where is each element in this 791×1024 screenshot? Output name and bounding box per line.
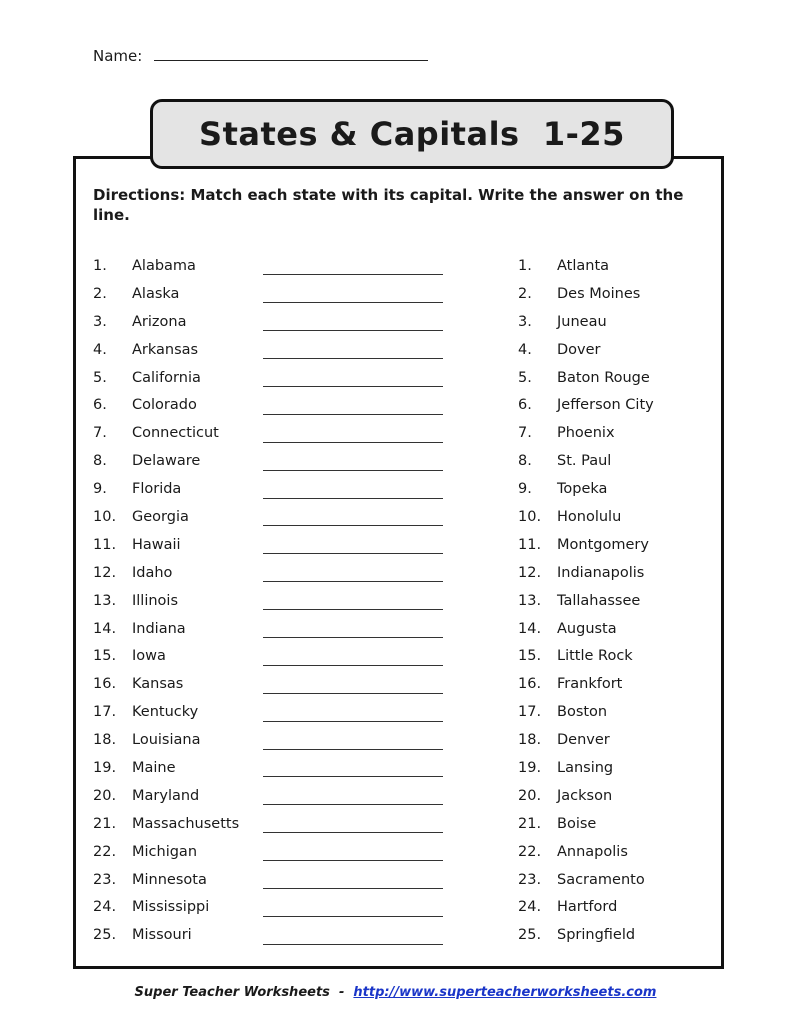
capital-number: 22. [518,843,542,860]
capital-row [518,810,654,838]
state-number: 13. [93,592,117,609]
capital-number: 25. [518,927,542,944]
capital-row [518,866,654,894]
capital-name: Indianapolis [557,564,645,581]
state-row [93,698,443,726]
capital-number: 6. [518,397,532,414]
state-number: 25. [93,927,117,944]
capital-row [518,475,654,503]
state-row [93,336,443,364]
state-name: Minnesota [132,871,207,888]
capital-row [518,252,654,280]
answer-line[interactable] [263,794,443,805]
state-name: Hawaii [132,536,181,553]
state-row [93,726,443,754]
answer-line[interactable] [263,292,443,303]
state-row [93,447,443,475]
capital-number: 5. [518,369,532,386]
capital-number: 15. [518,648,542,665]
state-row [93,475,443,503]
capital-name: Atlanta [557,257,610,274]
capital-row [518,364,654,392]
answer-line[interactable] [263,822,443,833]
state-number: 18. [93,732,117,749]
capital-number: 20. [518,787,542,804]
capital-row [518,698,654,726]
footer [0,985,791,1000]
state-name: Alaska [132,285,180,302]
answer-line[interactable] [263,348,443,359]
answer-line[interactable] [263,906,443,917]
answer-line[interactable] [263,599,443,610]
state-name: Maryland [132,787,200,804]
state-row [93,252,443,280]
state-number: 23. [93,871,117,888]
capital-number: 13. [518,592,542,609]
capital-row [518,419,654,447]
state-name: Arkansas [132,341,199,358]
capital-name: Springfield [557,927,636,944]
state-row [93,531,443,559]
state-name: Illinois [132,592,179,609]
answer-line[interactable] [263,711,443,722]
capital-name: Lansing [557,759,614,776]
capital-name: Baton Rouge [557,369,650,386]
capital-number: 4. [518,341,532,358]
capital-name: Jackson [557,787,613,804]
capital-name: Sacramento [557,871,645,888]
answer-line[interactable] [263,878,443,889]
capital-row [518,642,654,670]
capital-number: 10. [518,508,542,525]
capital-number: 12. [518,564,542,581]
answer-line[interactable] [263,934,443,945]
capital-row [518,615,654,643]
capitals-list [518,252,654,949]
answer-line[interactable] [263,404,443,415]
capital-row [518,893,654,921]
state-number: 19. [93,759,117,776]
answer-line[interactable] [263,627,443,638]
capital-name: Juneau [557,313,607,330]
answer-line[interactable] [263,432,443,443]
capital-number: 21. [518,815,542,832]
state-name: Michigan [132,843,198,860]
capital-name: Jefferson City [557,397,654,414]
capital-number: 9. [518,481,532,498]
state-number: 24. [93,899,117,916]
capital-name: Honolulu [557,508,622,525]
name-label: Name: [93,47,143,65]
state-number: 7. [93,425,107,442]
state-number: 12. [93,564,117,581]
state-name: Georgia [132,508,189,525]
state-name: Idaho [132,564,173,581]
state-number: 4. [93,341,107,358]
state-row [93,587,443,615]
state-row [93,559,443,587]
state-name: Arizona [132,313,187,330]
capital-name: Hartford [557,899,618,916]
state-name: Massachusetts [132,815,240,832]
state-number: 20. [93,787,117,804]
capital-number: 7. [518,425,532,442]
capital-number: 2. [518,285,532,302]
capital-name: Augusta [557,620,617,637]
answer-line[interactable] [263,515,443,526]
capital-number: 11. [518,536,542,553]
capital-number: 24. [518,899,542,916]
state-row [93,810,443,838]
state-name: Mississippi [132,899,210,916]
state-name: Kansas [132,676,184,693]
capital-number: 23. [518,871,542,888]
state-name: Connecticut [132,425,219,442]
answer-line[interactable] [263,543,443,554]
state-row [93,782,443,810]
capital-row [518,280,654,308]
capital-name: Little Rock [557,648,633,665]
capital-number: 8. [518,453,532,470]
capital-row [518,503,654,531]
worksheet-title: States & Capitals 1-25 [150,99,674,169]
answer-line[interactable] [263,264,443,275]
state-row [93,754,443,782]
state-number: 1. [93,257,107,274]
capital-number: 17. [518,704,542,721]
state-row [93,866,443,894]
answer-line[interactable] [263,739,443,750]
state-number: 6. [93,397,107,414]
state-row [93,838,443,866]
states-list [93,252,443,949]
footer-brand: Super Teacher Worksheets - [134,985,354,1000]
capital-row [518,531,654,559]
capital-row [518,308,654,336]
state-number: 14. [93,620,117,637]
state-row [93,280,443,308]
state-number: 11. [93,536,117,553]
state-number: 15. [93,648,117,665]
capital-row [518,754,654,782]
state-name: Kentucky [132,704,199,721]
capital-row [518,838,654,866]
capital-name: Boston [557,704,608,721]
state-number: 5. [93,369,107,386]
state-row [93,419,443,447]
capital-number: 3. [518,313,532,330]
capital-number: 1. [518,257,532,274]
state-name: Missouri [132,927,192,944]
answer-line[interactable] [263,488,443,499]
answer-line[interactable] [263,460,443,471]
capital-name: Dover [557,341,601,358]
state-row [93,391,443,419]
state-name: Alabama [132,257,196,274]
state-number: 8. [93,453,107,470]
state-number: 16. [93,676,117,693]
state-number: 22. [93,843,117,860]
state-name: Colorado [132,397,197,414]
capital-name: Montgomery [557,536,649,553]
capital-name: Boise [557,815,597,832]
state-row [93,364,443,392]
capital-row [518,921,654,949]
state-number: 2. [93,285,107,302]
state-name: California [132,369,201,386]
directions-text: Directions: Match each state with its capital. Write the answer on the line. [93,186,684,224]
answer-line[interactable] [263,766,443,777]
capital-row [518,587,654,615]
capital-row [518,726,654,754]
capital-number: 18. [518,732,542,749]
state-name: Iowa [132,648,166,665]
capital-number: 16. [518,676,542,693]
answer-line[interactable] [263,571,443,582]
state-row [93,615,443,643]
state-name: Indiana [132,620,186,637]
answer-line[interactable] [263,320,443,331]
state-row [93,642,443,670]
capital-name: Denver [557,732,610,749]
state-number: 10. [93,508,117,525]
answer-line[interactable] [263,655,443,666]
state-row [93,308,443,336]
capital-row [518,391,654,419]
capital-row [518,670,654,698]
capital-row [518,447,654,475]
capital-number: 14. [518,620,542,637]
capital-name: Frankfort [557,676,623,693]
answer-line[interactable] [263,850,443,861]
capital-name: Tallahassee [557,592,641,609]
state-number: 21. [93,815,117,832]
capital-number: 19. [518,759,542,776]
answer-line[interactable] [263,376,443,387]
capital-name: Annapolis [557,843,628,860]
capital-name: Des Moines [557,285,641,302]
state-row [93,893,443,921]
state-number: 3. [93,313,107,330]
state-number: 17. [93,704,117,721]
capital-row [518,559,654,587]
name-field-row [93,46,428,65]
state-name: Florida [132,481,182,498]
capital-name: St. Paul [557,453,612,470]
state-name: Louisiana [132,732,201,749]
state-row [93,670,443,698]
footer-link[interactable]: http://www.superteacherworksheets.com [353,985,657,1000]
state-row [93,503,443,531]
capital-row [518,336,654,364]
answer-line[interactable] [263,683,443,694]
state-name: Maine [132,759,176,776]
capital-row [518,782,654,810]
state-number: 9. [93,481,107,498]
capital-name: Topeka [557,481,608,498]
state-name: Delaware [132,453,201,470]
state-row [93,921,443,949]
name-blank-line[interactable] [154,46,428,61]
capital-name: Phoenix [557,425,615,442]
